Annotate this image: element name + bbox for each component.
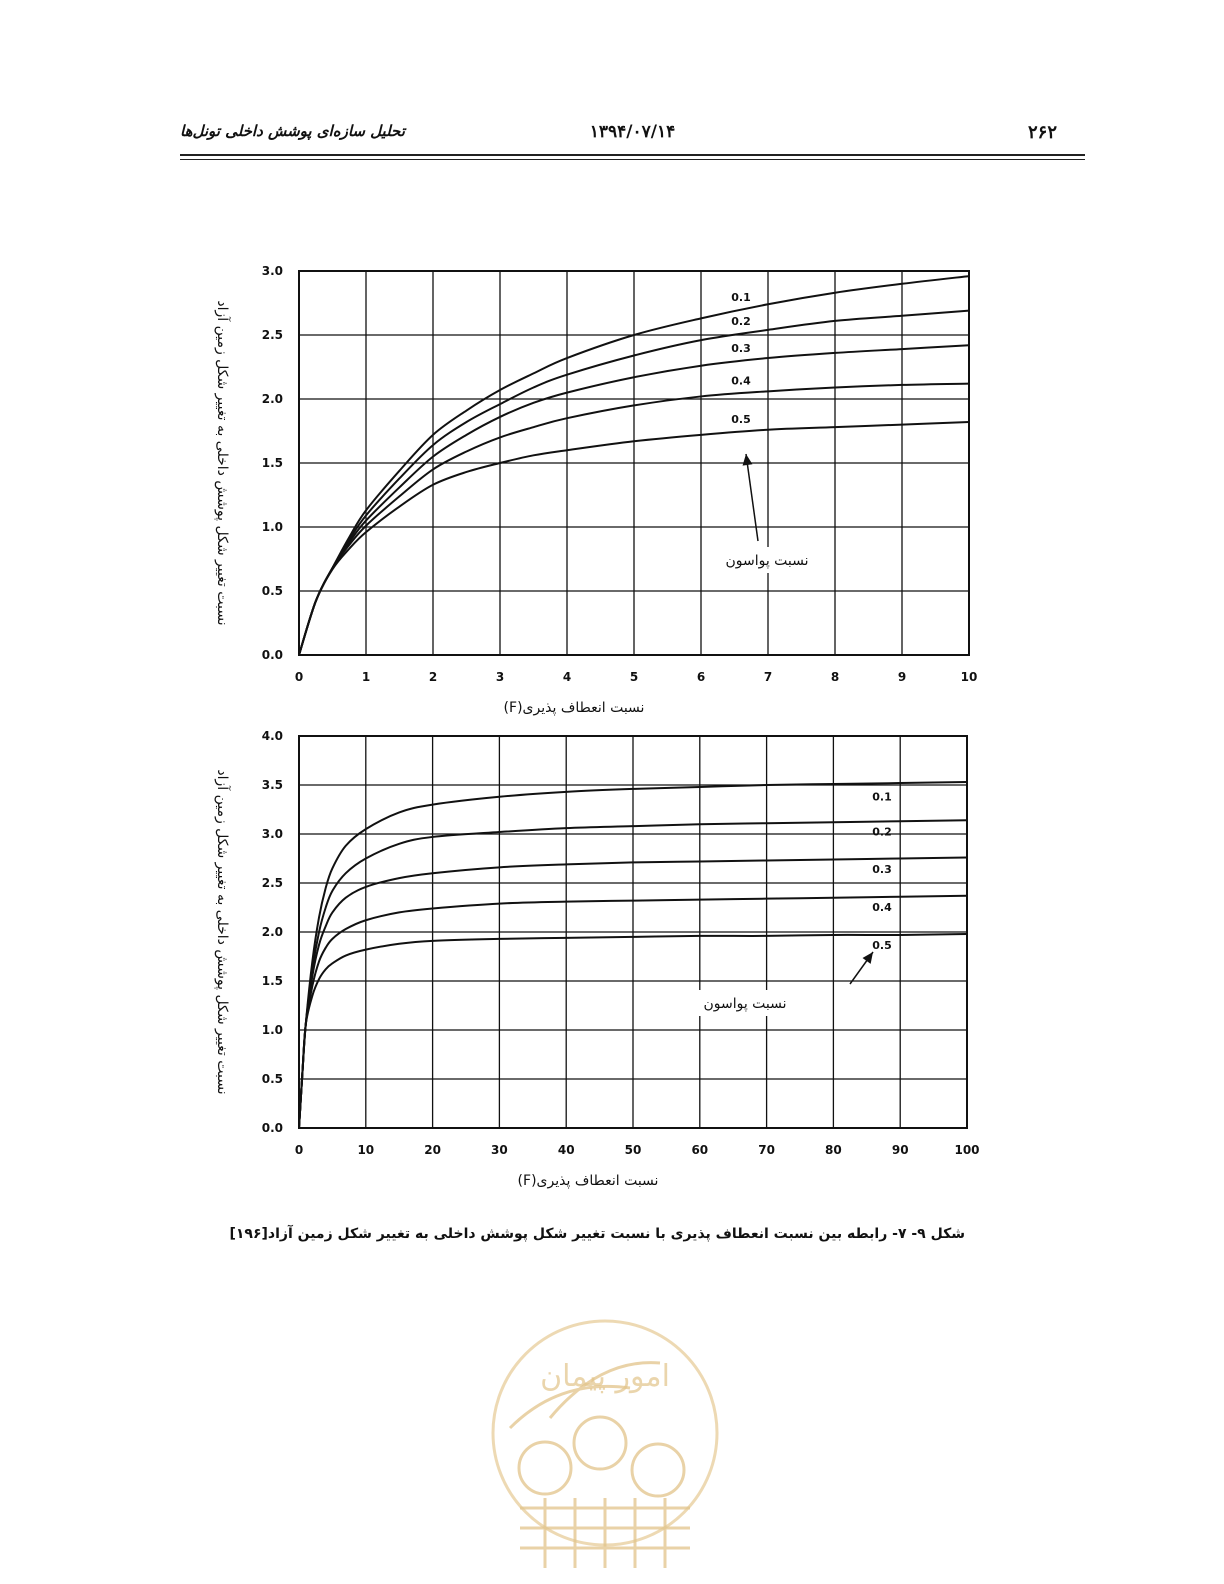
x-tick-label: 0 xyxy=(294,670,304,684)
series-label-0.2: 0.2 xyxy=(872,825,892,839)
x-tick-label: 40 xyxy=(557,1143,575,1157)
y-tick-label: 3.5 xyxy=(261,778,283,792)
series-label-0.3: 0.3 xyxy=(731,342,751,356)
y-tick-label: 0.5 xyxy=(261,584,283,598)
header-rule xyxy=(180,154,1085,156)
y-tick-label: 2.0 xyxy=(261,925,283,939)
x-tick-label: 70 xyxy=(758,1143,775,1157)
x-tick-label: 30 xyxy=(491,1143,508,1157)
series-label-0.4: 0.4 xyxy=(731,374,751,388)
series-label-0.1: 0.1 xyxy=(872,790,892,804)
x-tick-label: 9 xyxy=(897,670,907,684)
y-tick-label: 4.0 xyxy=(261,729,283,743)
y-tick-label: 1.0 xyxy=(261,1023,283,1037)
y-tick-label: 3.0 xyxy=(261,827,283,841)
y-tick-label: 2.0 xyxy=(261,392,283,406)
series-label-0.1: 0.1 xyxy=(731,290,751,304)
annotation-arrow-head xyxy=(863,952,873,964)
chart-bottom xyxy=(0,720,1224,1210)
y-tick-label: 0.5 xyxy=(261,1072,283,1086)
page-number: ۲۶۲ xyxy=(1027,122,1057,143)
x-tick-label: 6 xyxy=(696,670,706,684)
series-label-0.4: 0.4 xyxy=(872,900,892,914)
header-rule-thin xyxy=(180,159,1085,160)
y-tick-label: 2.5 xyxy=(261,328,283,342)
series-label-0.5: 0.5 xyxy=(872,938,892,952)
x-tick-label: 90 xyxy=(891,1143,909,1157)
page-header xyxy=(180,118,1085,164)
watermark-logo xyxy=(490,1318,720,1584)
x-tick-label: 100 xyxy=(954,1143,980,1157)
x-tick-label: 50 xyxy=(624,1143,642,1157)
x-tick-label: 1 xyxy=(361,670,371,684)
x-tick-label: 8 xyxy=(830,670,840,684)
x-tick-label: 0 xyxy=(294,1143,304,1157)
annotation-arrow-line xyxy=(746,454,758,541)
series-label-0.2: 0.2 xyxy=(731,315,751,329)
x-tick-label: 2 xyxy=(428,670,438,684)
y-tick-label: 0.0 xyxy=(261,1121,283,1135)
series-label-0.5: 0.5 xyxy=(731,412,751,426)
x-tick-label: 3 xyxy=(495,670,505,684)
figure-caption: شکل ۹- ۷- رابطه بین نسبت انعطاف پذیری با نسبت تغییر شکل پوشش داخلی به تغییر شکل زمین آزاد[۱۹۶] xyxy=(229,1226,965,1242)
watermark-emblem xyxy=(490,1318,720,1584)
x-tick-label: 60 xyxy=(691,1143,709,1157)
x-tick-label: 10 xyxy=(960,670,978,684)
x-tick-label: 4 xyxy=(562,670,572,684)
x-tick-label: 80 xyxy=(825,1143,842,1157)
y-axis-label: نسبت تغییر شکل پوشش داخلی به تغییر شکل زمین آزاد xyxy=(214,769,230,1095)
watermark-text: امور پیمان xyxy=(540,1359,670,1394)
book-title: تحلیل سازه‌ای پوشش داخلی تونل‌ها xyxy=(180,122,405,140)
x-tick-label: 20 xyxy=(424,1143,441,1157)
poisson-annotation: نسبت پواسون xyxy=(703,996,787,1012)
y-tick-label: 1.5 xyxy=(261,456,283,470)
x-tick-label: 10 xyxy=(357,1143,375,1157)
y-tick-label: 1.0 xyxy=(261,520,283,534)
annotation-arrow-head xyxy=(743,454,753,466)
y-tick-label: 1.5 xyxy=(261,974,283,988)
y-axis-label: نسبت تغییر شکل پوشش داخلی به تغییر شکل زمین آزاد xyxy=(214,300,230,626)
y-tick-label: 3.0 xyxy=(261,264,283,278)
x-tick-label: 5 xyxy=(629,670,639,684)
poisson-annotation: نسبت پواسون xyxy=(725,553,809,569)
y-tick-label: 2.5 xyxy=(261,876,283,890)
x-axis-label: نسبت انعطاف پذیری(F) xyxy=(517,1173,659,1189)
x-axis-label: نسبت انعطاف پذیری(F) xyxy=(503,700,645,716)
y-tick-label: 0.0 xyxy=(261,648,283,662)
chart-top xyxy=(0,250,1224,720)
series-label-0.3: 0.3 xyxy=(872,862,892,876)
header-date: ۱۳۹۴/۰۷/۱۴ xyxy=(589,122,676,142)
x-tick-label: 7 xyxy=(763,670,773,684)
